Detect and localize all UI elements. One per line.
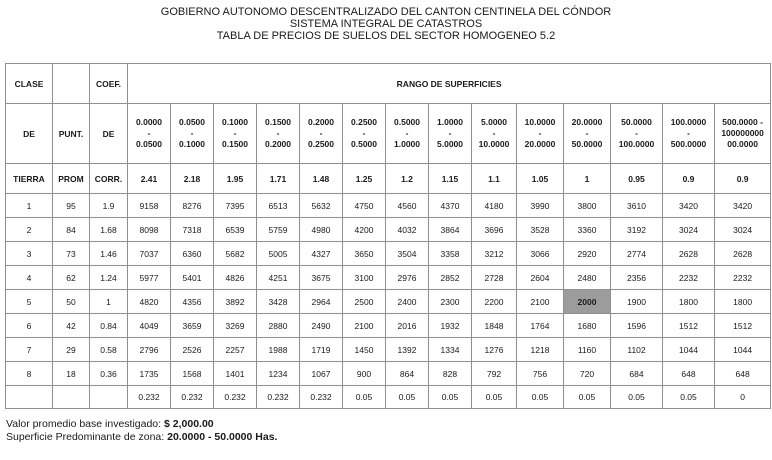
punt-cell: 95: [53, 194, 90, 218]
range-dash: -: [319, 128, 323, 138]
range-to: 5.0000: [437, 139, 463, 149]
clase-header-2: DE: [6, 104, 53, 164]
range-cell: [128, 104, 171, 164]
price-cell: 4826: [214, 266, 257, 290]
footer-line-1: [6, 418, 277, 431]
coef-cell: 0.36: [90, 362, 128, 386]
price-cell: 1218: [517, 338, 564, 362]
price-cell: 3024: [663, 218, 715, 242]
range-to: 0.5000: [351, 139, 377, 149]
price-cell-highlighted: 2000: [564, 290, 611, 314]
range-cell: [300, 104, 343, 164]
clase-cell: 4: [6, 266, 53, 290]
factor-cell: 0.05: [564, 386, 611, 409]
price-cell: 4560: [386, 194, 429, 218]
price-cell: 7395: [214, 194, 257, 218]
price-cell: 2500: [343, 290, 386, 314]
price-cell: 8098: [128, 218, 171, 242]
range-to-part: 100000000: [721, 128, 764, 138]
range-coef: 0.9: [663, 164, 715, 194]
price-cell: 900: [343, 362, 386, 386]
punt-cell: 29: [53, 338, 90, 362]
price-cell: 2920: [564, 242, 611, 266]
range-from: 50.0000: [621, 117, 652, 127]
range-coef: 1.1: [472, 164, 517, 194]
table-row: [6, 338, 771, 362]
header-line-1: GOBIERNO AUTONOMO DESCENTRALIZADO DEL CANTON CENTINELA DEL CÓNDOR: [160, 6, 612, 18]
price-cell: 5977: [128, 266, 171, 290]
price-cell: 2628: [715, 242, 771, 266]
price-table: [5, 63, 771, 409]
price-cell: 1800: [663, 290, 715, 314]
range-from: 500.0000 -: [722, 117, 763, 127]
range-from: 20.0000: [571, 117, 603, 127]
price-cell: 6360: [171, 242, 214, 266]
range-coef: 1.15: [429, 164, 472, 194]
range-to: 50.0000: [571, 139, 603, 149]
price-cell: 2774: [611, 242, 663, 266]
coef-header-1: COEF.: [90, 64, 128, 104]
clase-header-1: CLASE: [6, 64, 53, 104]
range-from: 0.1000: [222, 117, 248, 127]
coef-cell: 1.68: [90, 218, 128, 242]
clase-cell: 1: [6, 194, 53, 218]
table-row: [6, 290, 771, 314]
price-cell: 2100: [343, 314, 386, 338]
range-coef: 1.48: [300, 164, 343, 194]
price-cell: 3504: [386, 242, 429, 266]
price-cell: 1900: [611, 290, 663, 314]
price-cell: 2480: [564, 266, 611, 290]
range-from: 0.2000: [308, 117, 334, 127]
range-cell: [171, 104, 214, 164]
range-to: 20.0000: [524, 139, 556, 149]
coef-cell: 1.46: [90, 242, 128, 266]
price-cell: 756: [517, 362, 564, 386]
range-to: 00.0000: [727, 139, 758, 149]
range-cell: [564, 104, 611, 164]
price-cell: 8276: [171, 194, 214, 218]
price-cell: 3420: [663, 194, 715, 218]
range-dash: -: [190, 128, 194, 138]
table-row: [6, 314, 771, 338]
price-cell: 1932: [429, 314, 472, 338]
price-cell: 1764: [517, 314, 564, 338]
price-cell: 1234: [257, 362, 300, 386]
price-cell: 2490: [300, 314, 343, 338]
price-cell: 3212: [472, 242, 517, 266]
coef-cell: 0.84: [90, 314, 128, 338]
range-to: 500.0000: [670, 139, 707, 149]
price-cell: 5632: [300, 194, 343, 218]
price-cell: 3659: [171, 314, 214, 338]
price-cell: 2232: [715, 266, 771, 290]
price-cell: 4200: [343, 218, 386, 242]
punt-cell: 73: [53, 242, 90, 266]
price-cell: 4356: [171, 290, 214, 314]
range-from: 100.0000: [670, 117, 707, 127]
punt-header-2: PROM: [53, 164, 90, 194]
clase-cell: 7: [6, 338, 53, 362]
table-row: [6, 218, 771, 242]
price-cell: 684: [611, 362, 663, 386]
factor-cell: 0: [715, 386, 771, 409]
price-cell: 648: [663, 362, 715, 386]
table-row: [6, 362, 771, 386]
clase-cell: 8: [6, 362, 53, 386]
price-cell: 1067: [300, 362, 343, 386]
range-from: 0.0000: [136, 117, 162, 127]
punt-cell: 50: [53, 290, 90, 314]
range-cell: [386, 104, 429, 164]
range-coef: 1.71: [257, 164, 300, 194]
price-cell: 1160: [564, 338, 611, 362]
range-cell: [472, 104, 517, 164]
price-cell: 3990: [517, 194, 564, 218]
price-cell: 3528: [517, 218, 564, 242]
price-cell: 2796: [128, 338, 171, 362]
range-to: 0.1500: [222, 139, 248, 149]
table-row: [6, 194, 771, 218]
range-to: 10.0000: [478, 139, 510, 149]
price-cell: 1450: [343, 338, 386, 362]
range-cell: [517, 104, 564, 164]
coef-cell: 0.58: [90, 338, 128, 362]
price-cell: 1044: [715, 338, 771, 362]
price-cell: 3892: [214, 290, 257, 314]
price-cell: 3650: [343, 242, 386, 266]
range-dash: -: [147, 128, 151, 138]
range-coef: 2.18: [171, 164, 214, 194]
coef-header-3: CORR.: [90, 164, 128, 194]
price-cell: 4750: [343, 194, 386, 218]
range-cell: [429, 104, 472, 164]
price-cell: 3864: [429, 218, 472, 242]
range-to: 0.1000: [179, 139, 205, 149]
table-row: [6, 266, 771, 290]
factor-cell: 0.05: [429, 386, 472, 409]
factor-cell: 0.05: [517, 386, 564, 409]
price-cell: 648: [715, 362, 771, 386]
range-dash: -: [233, 128, 237, 138]
price-cell: 3192: [611, 218, 663, 242]
range-cell: [663, 104, 715, 164]
range-coef: 1.95: [214, 164, 257, 194]
price-cell: 5682: [214, 242, 257, 266]
price-cell: 3675: [300, 266, 343, 290]
price-cell: 3420: [715, 194, 771, 218]
price-cell: 2604: [517, 266, 564, 290]
price-cell: 6539: [214, 218, 257, 242]
clase-header-3: TIERRA: [6, 164, 53, 194]
price-cell: 1102: [611, 338, 663, 362]
factor-cell: 0.232: [257, 386, 300, 409]
price-cell: 1334: [429, 338, 472, 362]
price-cell: 720: [564, 362, 611, 386]
price-cell: 4370: [429, 194, 472, 218]
surface-label: Superficie Predominante de zona:: [6, 431, 165, 443]
range-dash: -: [276, 128, 280, 138]
price-cell: 3696: [472, 218, 517, 242]
coef-cell: 1.24: [90, 266, 128, 290]
price-cell: 2964: [300, 290, 343, 314]
punt-header-1: PUNT.: [53, 104, 90, 164]
coef-header-2: DE: [90, 104, 128, 164]
range-cell: [715, 104, 771, 164]
price-cell: 828: [429, 362, 472, 386]
price-cell: 1401: [214, 362, 257, 386]
price-cell: 2232: [663, 266, 715, 290]
punt-cell: 42: [53, 314, 90, 338]
price-cell: 1044: [663, 338, 715, 362]
range-from: 5.0000: [481, 117, 507, 127]
clase-cell: 6: [6, 314, 53, 338]
range-from: 1.0000: [437, 117, 463, 127]
price-cell: 5005: [257, 242, 300, 266]
price-cell: 7318: [171, 218, 214, 242]
price-cell: 5401: [171, 266, 214, 290]
price-cell: 2356: [611, 266, 663, 290]
header-line-3: TABLA DE PRECIOS DE SUELOS DEL SECTOR HOMOGENEO 5.2: [216, 30, 556, 42]
punt-cell: 62: [53, 266, 90, 290]
price-cell: 792: [472, 362, 517, 386]
price-cell: 4820: [128, 290, 171, 314]
price-cell: 2400: [386, 290, 429, 314]
price-cell: 2628: [663, 242, 715, 266]
table-row: [6, 242, 771, 266]
price-cell: 3800: [564, 194, 611, 218]
price-cell: 1735: [128, 362, 171, 386]
price-cell: 1719: [300, 338, 343, 362]
price-cell: 1800: [715, 290, 771, 314]
price-cell: 4049: [128, 314, 171, 338]
range-dash: -: [585, 128, 589, 138]
factor-cell: 0.05: [611, 386, 663, 409]
surface-value: 20.0000 - 50.0000 Has.: [167, 431, 278, 443]
price-cell: 1512: [715, 314, 771, 338]
range-coef: 1.25: [343, 164, 386, 194]
price-cell: 3024: [715, 218, 771, 242]
rango-title: RANGO DE SUPERFICIES: [128, 64, 771, 104]
range-from: 0.5000: [394, 117, 420, 127]
range-cell: [343, 104, 386, 164]
factor-cell: 0.05: [472, 386, 517, 409]
range-dash: -: [492, 128, 496, 138]
price-cell: 2728: [472, 266, 517, 290]
range-dash: -: [538, 128, 542, 138]
range-to: 100.0000: [618, 139, 655, 149]
range-coef: 2.41: [128, 164, 171, 194]
price-cell: 3358: [429, 242, 472, 266]
price-cell: 2852: [429, 266, 472, 290]
range-dash: -: [405, 128, 409, 138]
clase-cell: 5: [6, 290, 53, 314]
price-cell: 2257: [214, 338, 257, 362]
price-cell: 4980: [300, 218, 343, 242]
price-cell: 5759: [257, 218, 300, 242]
price-cell: 2100: [517, 290, 564, 314]
price-cell: 1568: [171, 362, 214, 386]
price-cell: 2526: [171, 338, 214, 362]
range-coef: 1.2: [386, 164, 429, 194]
punt-cell: 84: [53, 218, 90, 242]
punt-cell: 18: [53, 362, 90, 386]
price-cell: 1848: [472, 314, 517, 338]
factor-cell: 0.05: [663, 386, 715, 409]
footer-notes: [6, 418, 277, 444]
footer-line-2: [6, 431, 277, 444]
range-cell: [257, 104, 300, 164]
range-from: 0.2500: [351, 117, 377, 127]
factor-row: [6, 386, 771, 409]
price-cell: 2976: [386, 266, 429, 290]
range-coef: 0.95: [611, 164, 663, 194]
price-cell: 1276: [472, 338, 517, 362]
price-cell: 7037: [128, 242, 171, 266]
avg-value-label: Valor promedio base investigado:: [6, 418, 162, 430]
coef-cell: 1.9: [90, 194, 128, 218]
clase-cell: 3: [6, 242, 53, 266]
price-cell: 2016: [386, 314, 429, 338]
clase-cell: 2: [6, 218, 53, 242]
factor-cell: 0.232: [171, 386, 214, 409]
price-cell: 2200: [472, 290, 517, 314]
price-cell: 864: [386, 362, 429, 386]
factor-cell: 0.05: [386, 386, 429, 409]
factor-cell: 0.232: [300, 386, 343, 409]
factor-cell: 0.05: [343, 386, 386, 409]
range-to: 0.2500: [308, 139, 334, 149]
price-cell: 3428: [257, 290, 300, 314]
price-cell: 1392: [386, 338, 429, 362]
price-cell: 2300: [429, 290, 472, 314]
coef-cell: 1: [90, 290, 128, 314]
table-body: [6, 64, 771, 409]
factor-cell: 0.232: [214, 386, 257, 409]
price-cell: 3100: [343, 266, 386, 290]
document-header: [0, 6, 772, 42]
range-from: 0.1500: [265, 117, 291, 127]
price-cell: 2880: [257, 314, 300, 338]
range-cell: [611, 104, 663, 164]
price-cell: 1512: [663, 314, 715, 338]
range-from: 0.0500: [179, 117, 205, 127]
range-coef: 1: [564, 164, 611, 194]
price-cell: 9158: [128, 194, 171, 218]
price-cell: 4180: [472, 194, 517, 218]
price-cell: 1680: [564, 314, 611, 338]
price-cell: 3610: [611, 194, 663, 218]
price-cell: 4032: [386, 218, 429, 242]
range-dash: -: [635, 128, 638, 138]
price-cell: 4327: [300, 242, 343, 266]
price-cell: 4251: [257, 266, 300, 290]
range-coef: 1.05: [517, 164, 564, 194]
avg-value: $ 2,000.00: [164, 418, 214, 430]
factor-cell: 0.232: [128, 386, 171, 409]
price-cell: 3066: [517, 242, 564, 266]
range-coef: 0.9: [715, 164, 771, 194]
range-to: 0.2000: [265, 139, 291, 149]
range-cell: [214, 104, 257, 164]
range-dash: -: [362, 128, 366, 138]
header-line-2: SISTEMA INTEGRAL DE CATASTROS: [289, 18, 483, 30]
range-dash: -: [687, 128, 690, 138]
range-to: 1.0000: [394, 139, 420, 149]
range-to: 0.0500: [136, 139, 162, 149]
price-cell: 6513: [257, 194, 300, 218]
range-from: 10.0000: [524, 117, 556, 127]
price-cell: 1988: [257, 338, 300, 362]
price-cell: 3360: [564, 218, 611, 242]
price-cell: 3269: [214, 314, 257, 338]
range-dash: -: [448, 128, 452, 138]
price-cell: 1596: [611, 314, 663, 338]
